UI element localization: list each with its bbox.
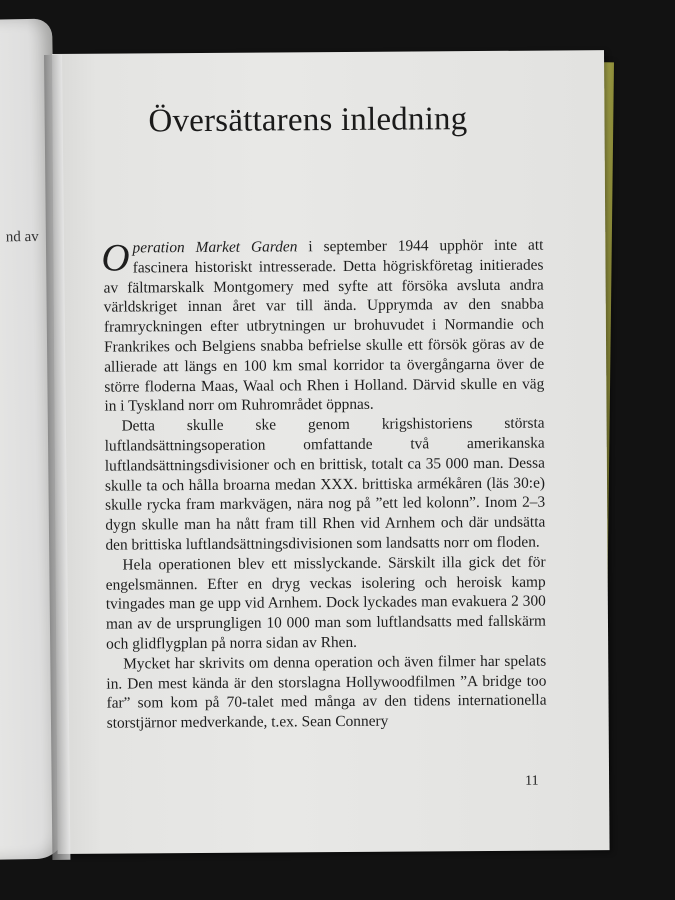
paragraph-1-text: i september 1944 upphör inte att fascinera historiskt intresserade. Detta högriskföretag initierades av fältmarskalk Montgomery med syfte att försöka avsluta andra världskriget innan året var till ända. Upprymda av den snabba framryckningen efter utbrytningen ur brohuvudet i Normandie och Frankrikes och Belgiens snabba befrielse skulle ett försök göras av de allierade att längs en 100 km smal korridor ta övergångarna över de större floderna Maas, Waal och Rhen i Holland. Därvid skulle en väg in i Tyskland norr om Ruhrområdet öppnas. [103, 236, 545, 416]
page-number: 11 [525, 773, 539, 789]
drop-cap: O [101, 236, 130, 280]
paragraph-3: Hela operationen blev ett misslyckande. Särskilt illa gick det för engelsmännen. Efter en dryg veckas isolering och heroisk kamp tvingades man ge upp vid Arnhem. Dock lyckades man evakuera 2 300 man av de ursprungligen 10 000 man som luftlandsatts med fallskärm och glidflygplan på norra sidan av Rhen. [105, 553, 547, 653]
body-text [103, 236, 546, 734]
paragraph-1 [103, 236, 544, 417]
paragraph-4: Mycket har skrivits om denna operation och även filmer har spelats in. Den mest kända är den storslagna Hollywoodfilmen ”A bridge too far” som kom på 70-talet med många av den tidens internationella storstjärnor medverkande, t.ex. Sean Connery [106, 652, 547, 732]
left-page-text-fragment: nd av [5, 228, 39, 246]
right-page [52, 50, 610, 854]
paragraph-2: Detta skulle ske genom krigshistoriens största luftlandsättningsoperation omfattande två amerikanska luftlandsättningsdivisioner och en brittisk, totalt ca 35 000 man. Dessa skulle ta och hålla broarna medan XXX. brittiska armékåren (läs 30:e) skulle rycka fram markvägen, nära nog på ”ett led kolonn”. Inom 2–3 dygn skulle man ha nått fram till Rhen vid Arnhem och där undsätta den brittiska luftlandsättningsdivisionen som landsatts norr om floden. [104, 414, 546, 554]
chapter-title: Översättarens inledning [148, 101, 468, 140]
operation-name: peration Market Garden [132, 238, 298, 257]
